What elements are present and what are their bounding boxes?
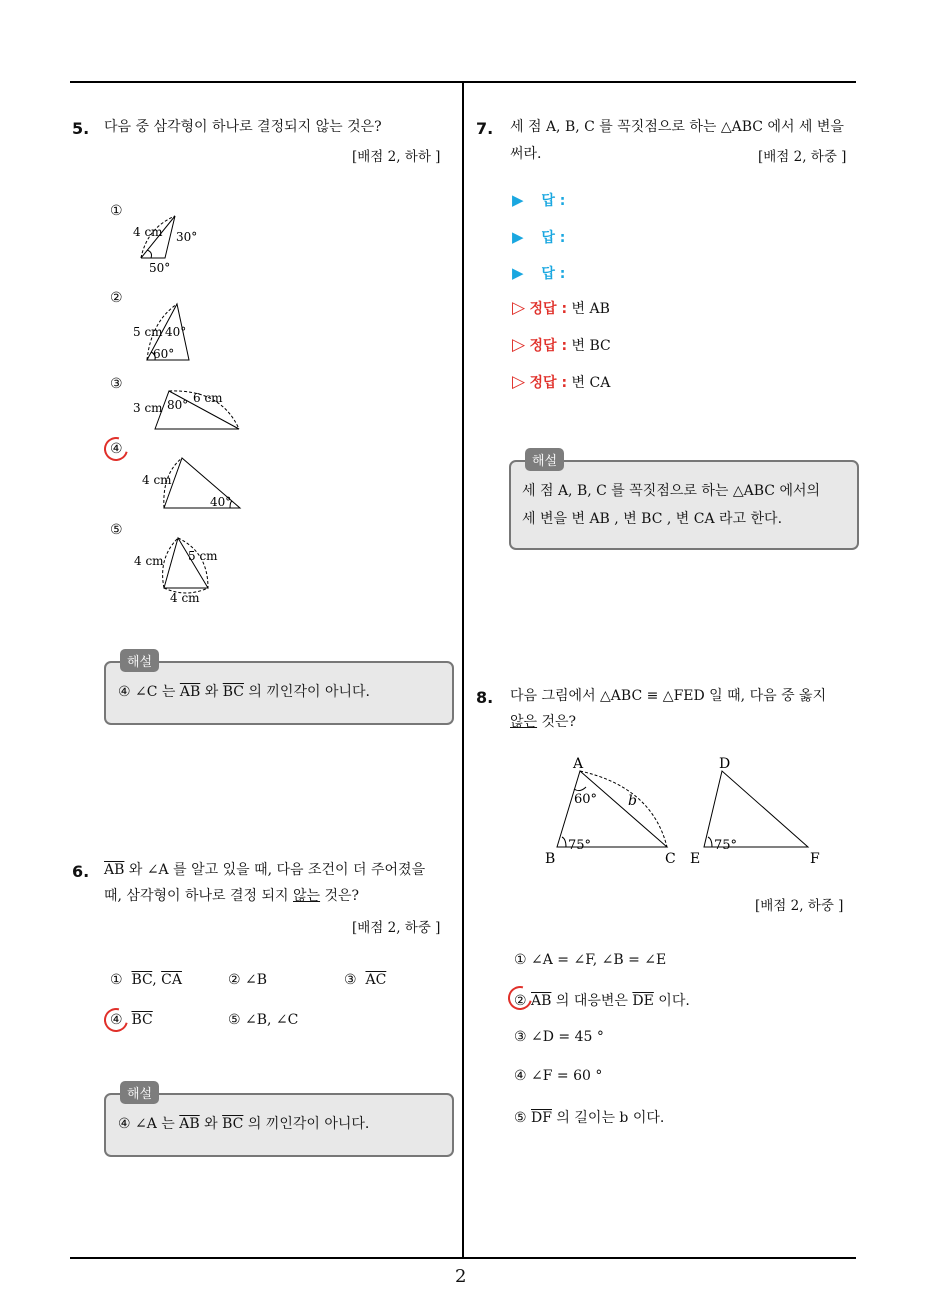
vertex-d: D <box>719 756 731 772</box>
q8-option-5[interactable] <box>514 1107 664 1127</box>
fig1-angle-b: 50° <box>149 261 171 275</box>
q6-text2u: 않는 <box>293 888 321 904</box>
open-arrow-icon: ▷ <box>512 298 526 318</box>
correct-label: 정답 : <box>529 375 568 391</box>
exp-post: 의 끼인각이 아니다. <box>243 684 370 700</box>
opt-num: ① <box>110 972 123 988</box>
q5-question: 다음 중 삼각형이 하나로 결정되지 않는 것은? <box>104 119 382 135</box>
vertex-b: B <box>545 851 556 867</box>
fig2-side: 5 cm <box>133 325 163 339</box>
fig5-side-a: 4 cm <box>134 554 164 568</box>
q8-option-2[interactable] <box>514 990 690 1010</box>
fig4-side: 4 cm <box>142 473 172 487</box>
segment-ab: $\overline{AB}$ <box>531 993 552 1009</box>
answer-row-2[interactable] <box>512 227 565 247</box>
q6-text2b: 것은? <box>320 888 360 904</box>
bottom-rule <box>70 1257 856 1259</box>
q6-option-5[interactable]: ⑤ ∠B, ∠C <box>228 1012 299 1028</box>
segment-ab: $\overline{AB}$ <box>104 862 125 878</box>
page-number: 2 <box>455 1266 467 1287</box>
q6-text2a: 때, 삼각형이 하나로 결정 되지 <box>104 888 293 904</box>
exp-pre: ④ ∠C 는 <box>118 684 180 700</box>
q8-option-1[interactable]: ① ∠A = ∠F, ∠B = ∠E <box>514 952 667 968</box>
q5-option-3-label[interactable]: ③ <box>110 376 123 392</box>
q5-figure-1 <box>125 210 215 280</box>
q6-option-2[interactable]: ② ∠B <box>228 972 268 988</box>
q6-question-line1 <box>104 856 425 884</box>
segment-bc: $\overline{BC}$ <box>131 972 153 988</box>
vertex-e: E <box>690 851 701 867</box>
correct-label: 정답 : <box>529 338 568 354</box>
segment-bc: $\overline{BC}$ <box>222 1116 244 1132</box>
segment-ac: $\overline{AC}$ <box>365 972 387 988</box>
fig1-side: 4 cm <box>133 225 163 239</box>
q8-meta: [배점 2, 하중 ] <box>755 898 844 914</box>
q5-option-5-label[interactable]: ⑤ <box>110 522 123 538</box>
q7-explanation-tag: 해설 <box>525 448 564 471</box>
q8-question-line1: 다음 그림에서 △ABC ≡ △FED 일 때, 다음 중 옳지 <box>510 688 827 704</box>
answer-label: 답 : <box>541 193 566 209</box>
fig3-side-b: 6 cm <box>193 391 223 405</box>
q5-meta: [배점 2, 하하 ] <box>352 149 441 165</box>
correct-value: 변 AB <box>571 301 610 317</box>
fig2-angle-b: 60° <box>153 347 175 361</box>
q5-figure-4 <box>140 452 245 512</box>
exp-post: 의 끼인각이 아니다. <box>243 1116 370 1132</box>
q7-explanation-line2: 세 변을 변 AB , 변 BC , 변 CA 라고 한다. <box>522 511 783 527</box>
opt-post: 의 길이는 b 이다. <box>551 1110 665 1126</box>
q7-meta: [배점 2, 하중 ] <box>758 149 847 165</box>
q6-meta: [배점 2, 하중 ] <box>352 920 441 936</box>
q5-figure-5 <box>130 532 230 607</box>
correct-value: 변 CA <box>571 375 611 391</box>
segment-ca: $\overline{CA}$ <box>161 972 182 988</box>
play-arrow-icon: ▶ <box>512 191 524 209</box>
fig5-side-c: 4 cm <box>170 591 200 605</box>
open-arrow-icon: ▷ <box>512 335 526 355</box>
segment-ab: $\overline{AB}$ <box>179 1116 200 1132</box>
q5-explanation-text <box>118 678 370 706</box>
q7-number: 7. <box>476 119 494 138</box>
correct-value: 변 BC <box>571 338 611 354</box>
correct-row-2 <box>512 335 611 355</box>
exp-mid: 와 <box>199 1116 223 1132</box>
q8-question-line2 <box>510 708 576 736</box>
fig1-angle-a: 30° <box>176 230 198 244</box>
q7-question-line1: 세 점 A, B, C 를 꼭짓점으로 하는 △ABC 에서 세 변을 <box>510 119 844 135</box>
fig5-side-b: 5 cm <box>188 549 218 563</box>
angle-arc <box>147 250 152 258</box>
q8-option-4[interactable]: ④ ∠F = 60 ° <box>514 1068 603 1084</box>
q7-explanation-line1: 세 점 A, B, C 를 꼭짓점으로 하는 △ABC 에서의 <box>522 483 821 499</box>
correct-row-1 <box>512 298 610 318</box>
fig3-side-a: 3 cm <box>133 401 163 415</box>
angle-arc-b <box>562 837 566 847</box>
segment-de: $\overline{DE}$ <box>632 993 654 1009</box>
q6-text1: 와 ∠A 를 알고 있을 때, 다음 조건이 더 주어졌을 <box>124 862 426 878</box>
q6-option-1[interactable] <box>110 972 182 988</box>
angle-b: 75° <box>568 838 592 853</box>
opt-post: 이다. <box>653 993 690 1009</box>
segment-bc: $\overline{BC}$ <box>131 1012 153 1028</box>
q5-number: 5. <box>72 119 90 138</box>
q6-explanation-tag: 해설 <box>120 1081 159 1104</box>
answer-label: 답 : <box>541 266 566 282</box>
q5-explanation-tag: 해설 <box>120 649 159 672</box>
angle-e: 75° <box>714 838 738 853</box>
answer-row-1[interactable] <box>512 190 565 210</box>
q8-option-3[interactable]: ③ ∠D = 45 ° <box>514 1029 604 1045</box>
play-arrow-icon: ▶ <box>512 264 524 282</box>
segment-df: $\overline{DF}$ <box>531 1110 552 1126</box>
q5-option-1-label[interactable]: ① <box>110 203 123 219</box>
selected-answer-circle <box>100 1004 133 1037</box>
q8-figure <box>540 755 830 875</box>
angle-arc-a <box>574 787 586 791</box>
q6-explanation-text <box>118 1110 369 1138</box>
fig2-angle-a: 40° <box>165 325 187 339</box>
vertex-a: A <box>573 756 584 772</box>
opt-num: ② <box>514 993 527 1009</box>
q6-option-3[interactable] <box>344 972 386 988</box>
fig3-angle: 80° <box>167 398 189 412</box>
q6-question-line2 <box>104 882 359 910</box>
q8-text2u: 않은 <box>510 714 538 730</box>
vertex-f: F <box>810 851 820 867</box>
q5-figure-3 <box>125 385 250 435</box>
opt-num: ⑤ <box>514 1110 527 1126</box>
opt-num: ③ <box>344 972 357 988</box>
selected-answer-circle <box>100 433 133 466</box>
triangle-def <box>704 771 808 847</box>
q5-figure-2 <box>125 298 220 368</box>
fig4-angle: 40° <box>210 495 232 509</box>
sep: , <box>152 972 162 988</box>
opt-mid: 의 대응변은 <box>551 993 633 1009</box>
q8-number: 8. <box>476 688 494 707</box>
answer-row-3[interactable] <box>512 263 565 283</box>
answer-label: 답 : <box>541 230 566 246</box>
q5-option-2-label[interactable]: ② <box>110 290 123 306</box>
q7-question-line2: 써라. <box>510 146 542 162</box>
angle-a: 60° <box>574 792 598 807</box>
q5-option-4-label[interactable]: ④ <box>110 441 123 457</box>
correct-label: 정답 : <box>529 301 568 317</box>
open-arrow-icon: ▷ <box>512 372 526 392</box>
segment-bc: $\overline{BC}$ <box>222 684 244 700</box>
q8-text2b: 것은? <box>537 714 577 730</box>
exp-mid: 와 <box>200 684 223 700</box>
column-divider <box>462 81 464 1259</box>
angle-arc-e <box>708 837 712 847</box>
play-arrow-icon: ▶ <box>512 228 524 246</box>
opt-num: ④ <box>110 1012 123 1028</box>
triangle-abc <box>557 771 667 847</box>
segment-ab: $\overline{AB}$ <box>179 684 201 700</box>
exp-pre: ④ ∠A 는 <box>118 1116 180 1132</box>
correct-row-3 <box>512 372 610 392</box>
triangle <box>164 538 208 588</box>
side-b-label: b <box>628 793 637 809</box>
vertex-c: C <box>665 851 676 867</box>
q6-number: 6. <box>72 862 90 881</box>
